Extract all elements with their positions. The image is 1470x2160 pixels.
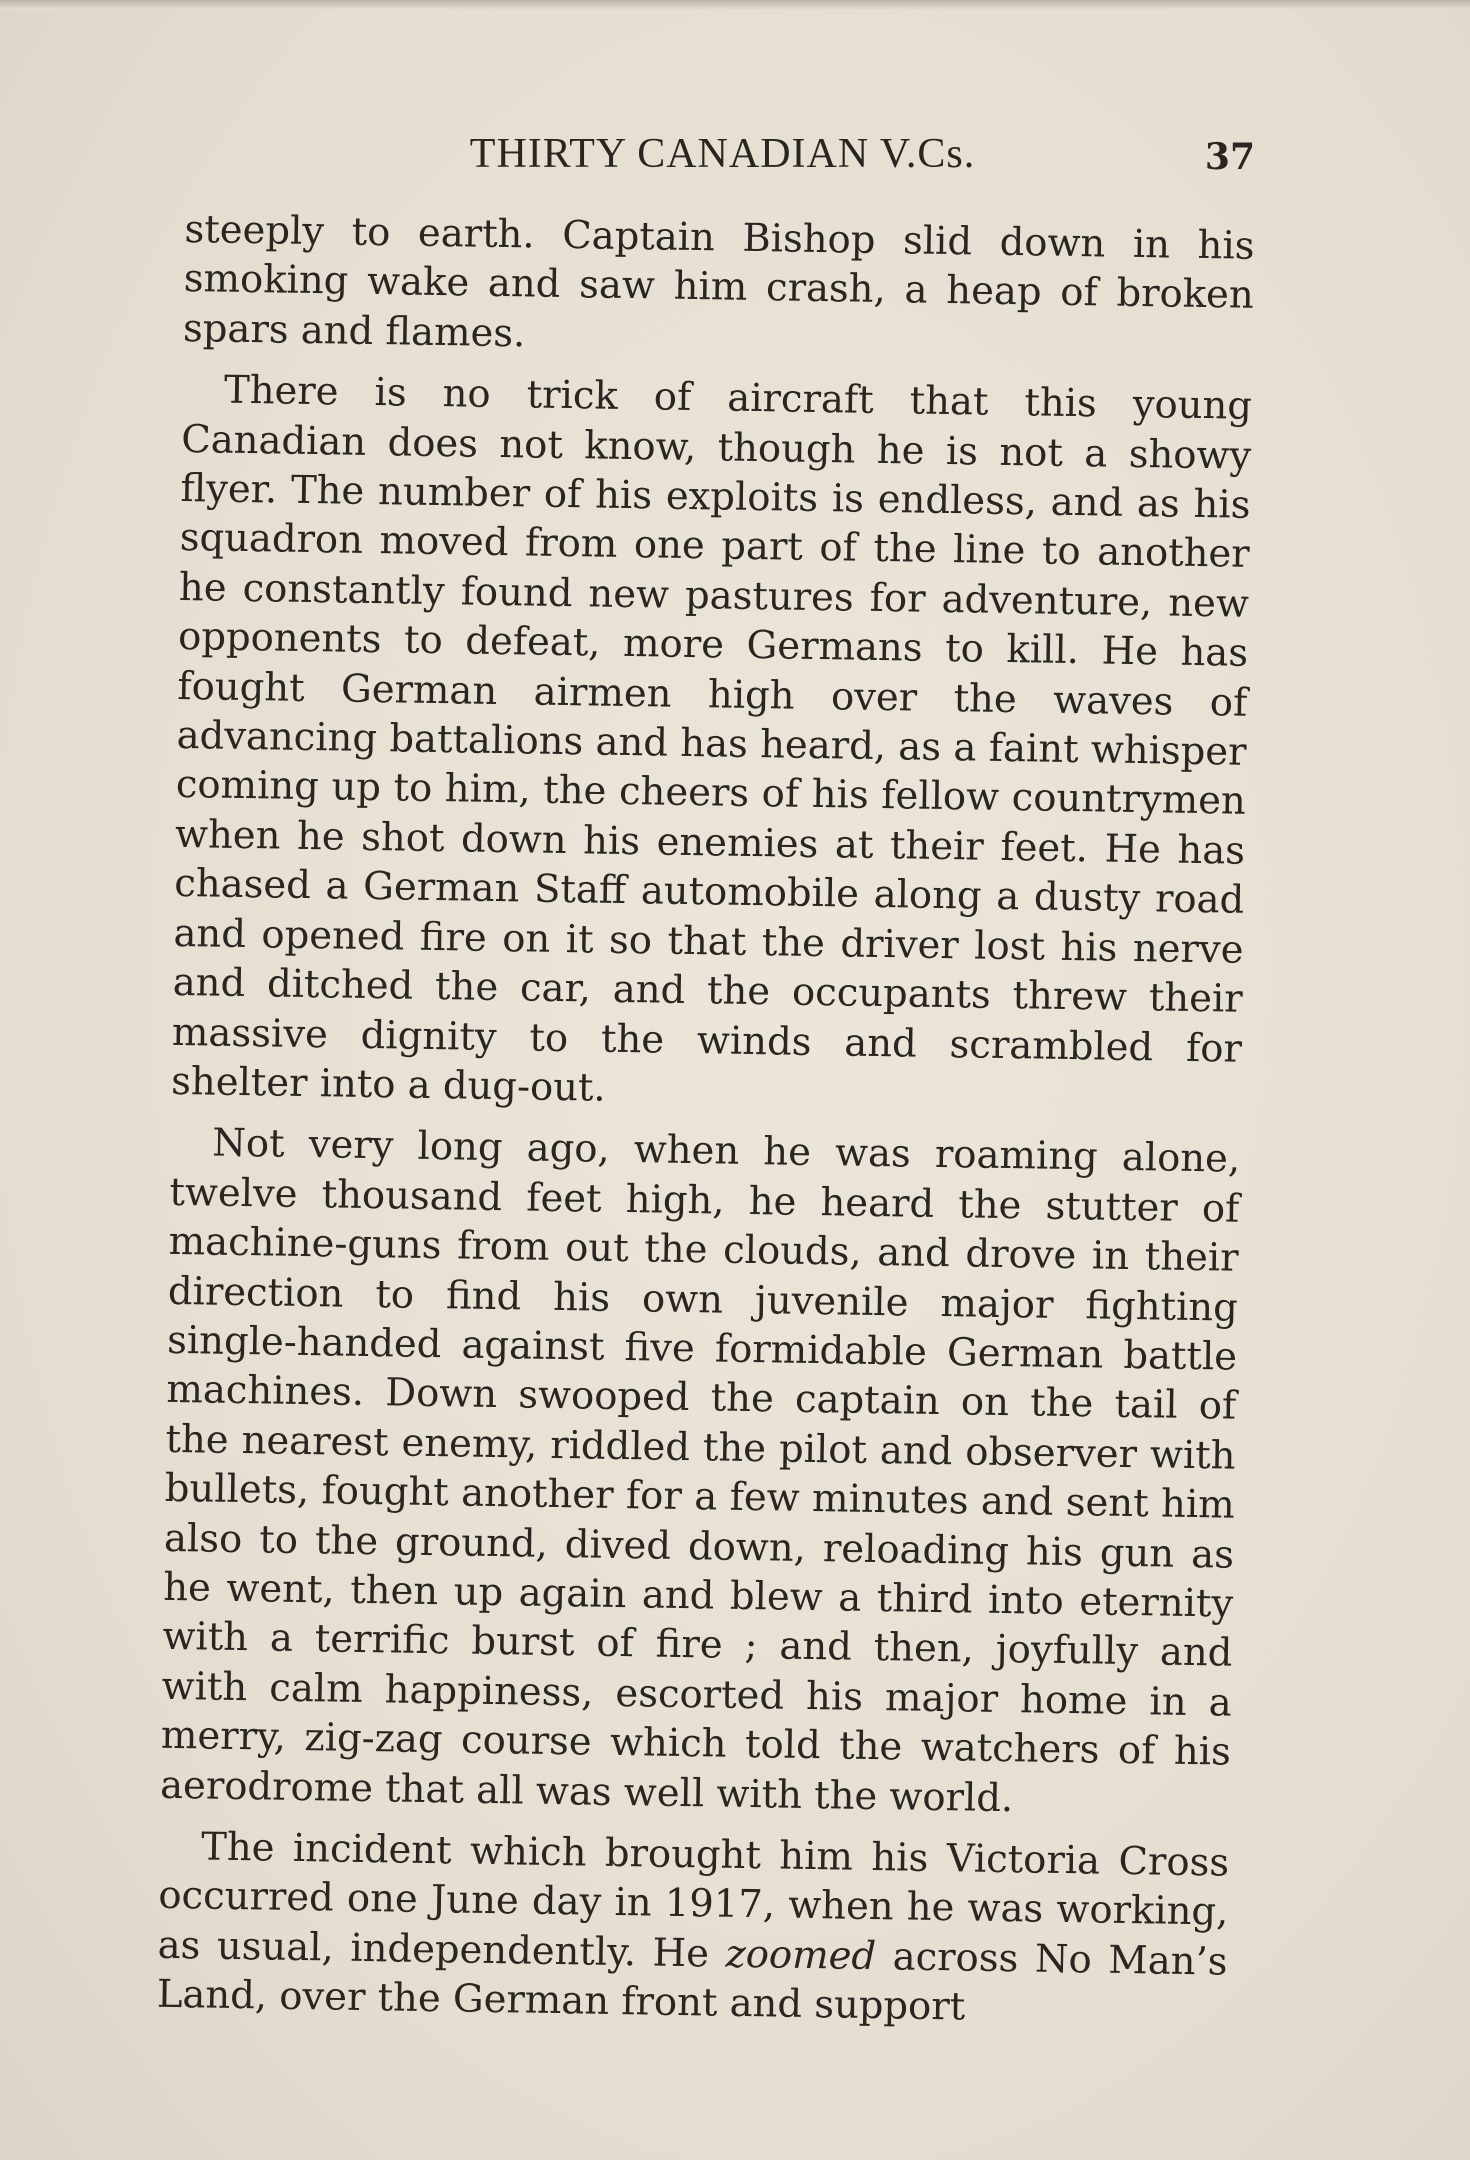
running-head (190, 130, 1255, 186)
paragraph-aircraft-skill: There is no trick of aircraft that this young Canadian does not know, though he is not a showy flyer. The number of his exploits is endless, and as his squadron moved from one part of the line to another he constantly found new pastures for adventure, new opponents to defeat, more Germans to kill. He has fought German airmen high over the waves of advancing battalions and has heard, as a faint whisper coming up to him, the cheers of his fellow countrymen when he shot down his enemies at their feet. He has chased a German Staff automobile along a dusty road and opened fire on it so that the driver lost his nerve and ditched the car, and the occupants threw their massive dignity to the winds and scrambled for shelter into a dug-out. (170, 367, 1253, 1111)
vc-text-after: across No Man’s Land, over the German front and support (156, 1933, 1228, 2030)
vc-text-before: The incident which brought him his Victoria Cross occurred one June day in 1917, when he was working, as usual, independently. He (157, 1824, 1230, 1977)
page-top-edge (0, 0, 1470, 10)
paragraph-victoria-cross (156, 1822, 1229, 2036)
paragraph-rescue-major: Not very long ago, when he was roaming alone, twelve thousand feet high, he heard the stutter of machine-guns from out the clouds, and drove in their direction to find his own juvenile major fighting single-handed against five formidable German battle machines. Down swooped the captain on the tail of the nearest enemy, riddled the pilot and observer with bullets, fought another for a few minutes and sent him also to the ground, dived down, reloading his gun as he went, then up again and blew a third into eternity with a terrific burst of fire ; and then, joyfully and with calm happiness, escorted his major home in a merry, zig-zag course which told the watchers of his aerodrome that all was well with the world. (159, 1120, 1241, 1821)
running-title: THIRTY CANADIAN V.Cs. (469, 131, 976, 177)
paragraph-continuation: steeply to earth. Captain Bishop slid down in his smoking wake and saw him crash, a heap of broken spars and flames. (182, 206, 1255, 357)
page-number: 37 (1204, 136, 1255, 178)
vc-text-italic: zoomed (725, 1931, 877, 1979)
body-text (156, 205, 1255, 2048)
